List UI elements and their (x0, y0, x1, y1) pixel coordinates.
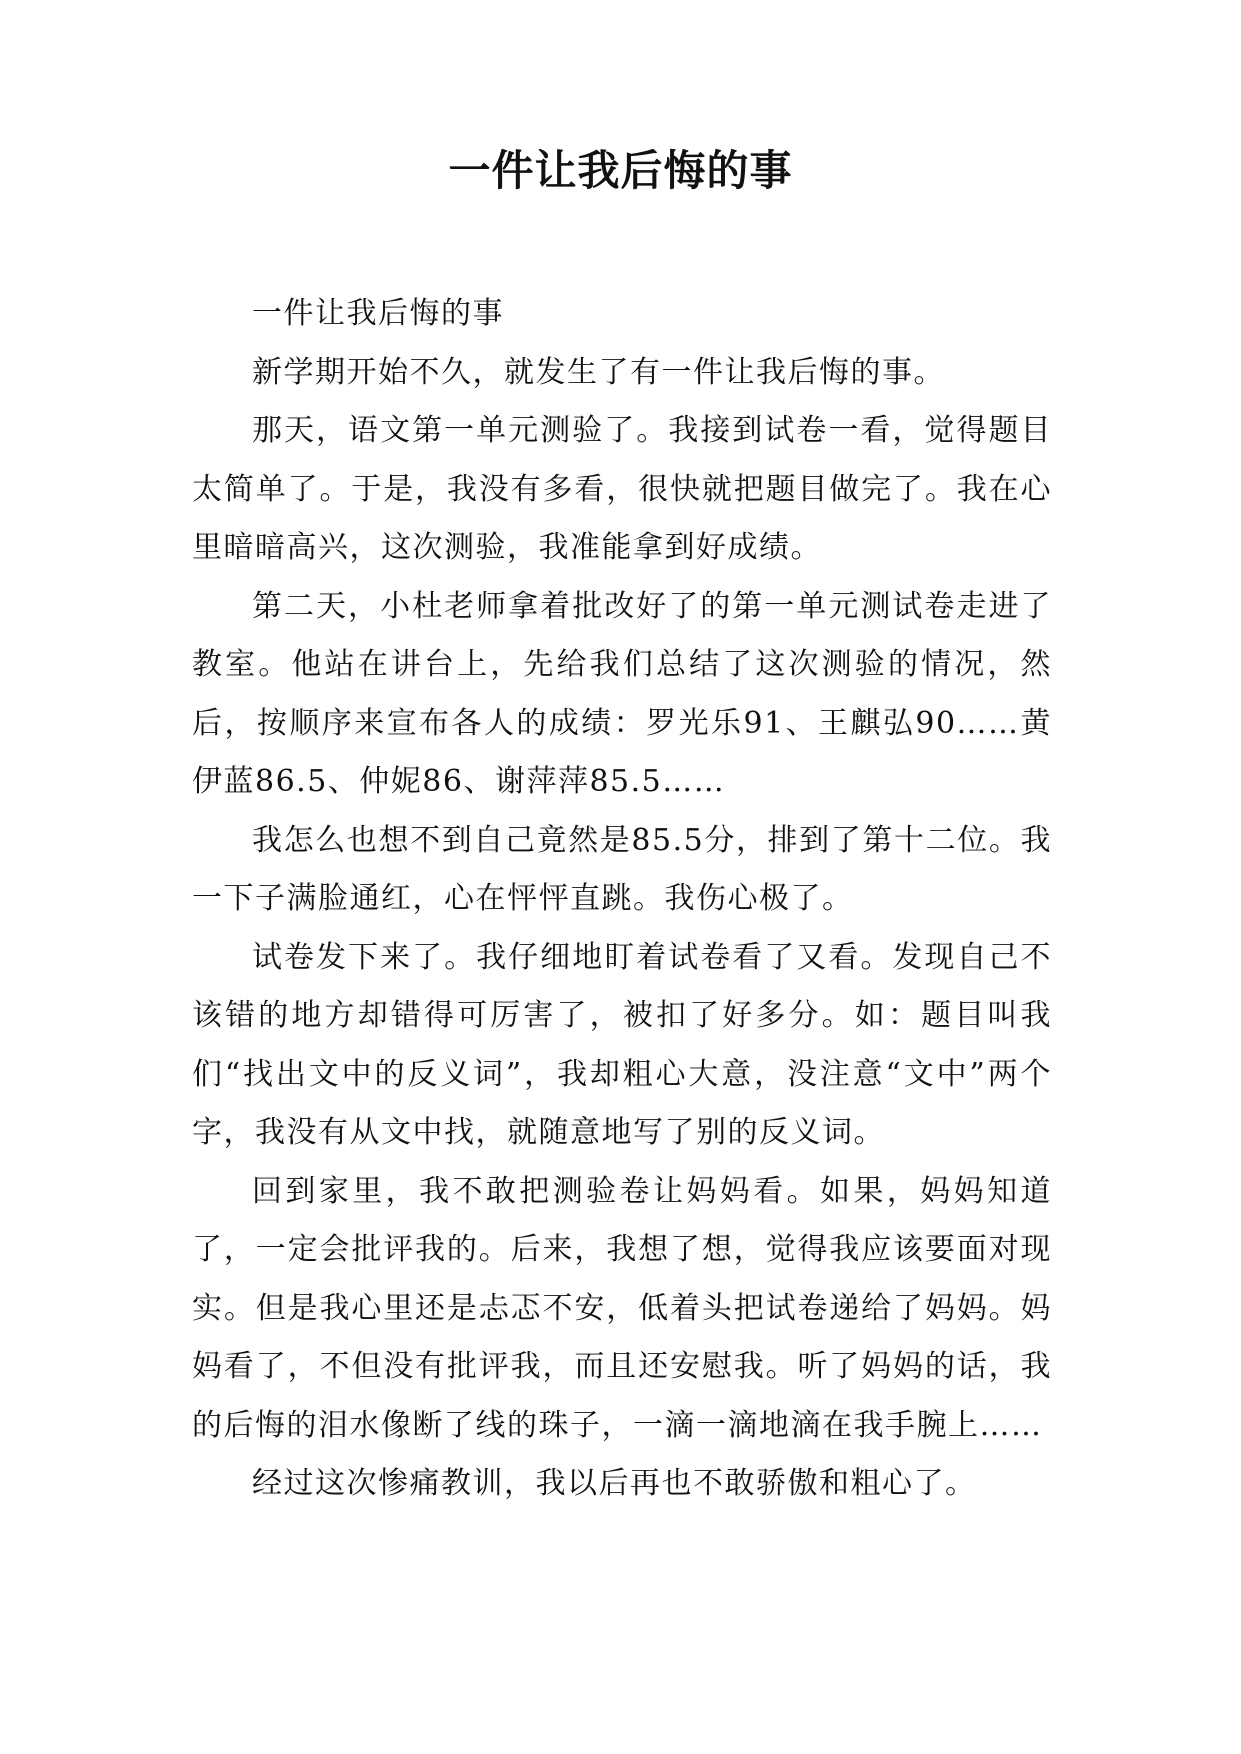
paragraph: 经过这次惨痛教训，我以后再也不敢骄傲和粗心了。 (252, 1466, 977, 1501)
document-body (192, 285, 1052, 1514)
paragraph: 我怎么也想不到自己竟然是85.5分，排到了第十二位。我一下子满脸通红，心在怦怦直跳。我伤心极了。 (192, 822, 1052, 916)
paragraph: 试卷发下来了。我仔细地盯着试卷看了又看。发现自己不该错的地方却错得可厉害了，被扣了好多分。如：题目叫我们“找出文中的反义词”，我却粗心大意，没注意“文中”两个字，我没有从文中找，就随意地写了别的反义词。 (192, 939, 1052, 1150)
document-title: 一件让我后悔的事 (448, 146, 793, 195)
paragraph: 新学期开始不久，就发生了有一件让我后悔的事。 (252, 354, 945, 390)
paragraph: 回到家里，我不敢把测验卷让妈妈看。如果，妈妈知道了，一定会批评我的。后来，我想了想，觉得我应该要面对现实。但是我心里还是忐忑不安，低着头把试卷递给了妈妈。妈妈看了，不但没有批评我，而且还安慰我。听了妈妈的话，我的后悔的泪水像断了线的珠子，一滴一滴地滴在我手腕上…… (192, 1173, 1052, 1443)
paragraph: 那天，语文第一单元测验了。我接到试卷一看，觉得题目太简单了。于是，我没有多看，很快就把题目做完了。我在心里暗暗高兴，这次测验，我准能拿到好成绩。 (192, 413, 1052, 565)
paragraph: 第二天，小杜老师拿着批改好了的第一单元测试卷走进了教室。他站在讲台上，先给我们总结了这次测验的情况，然后，按顺序来宣布各人的成绩：罗光乐91、王麒弘90……黄伊蓝86.5、仲妮86、谢萍萍85.5…… (192, 588, 1052, 799)
paragraph-heading: 一件让我后悔的事 (252, 296, 504, 331)
